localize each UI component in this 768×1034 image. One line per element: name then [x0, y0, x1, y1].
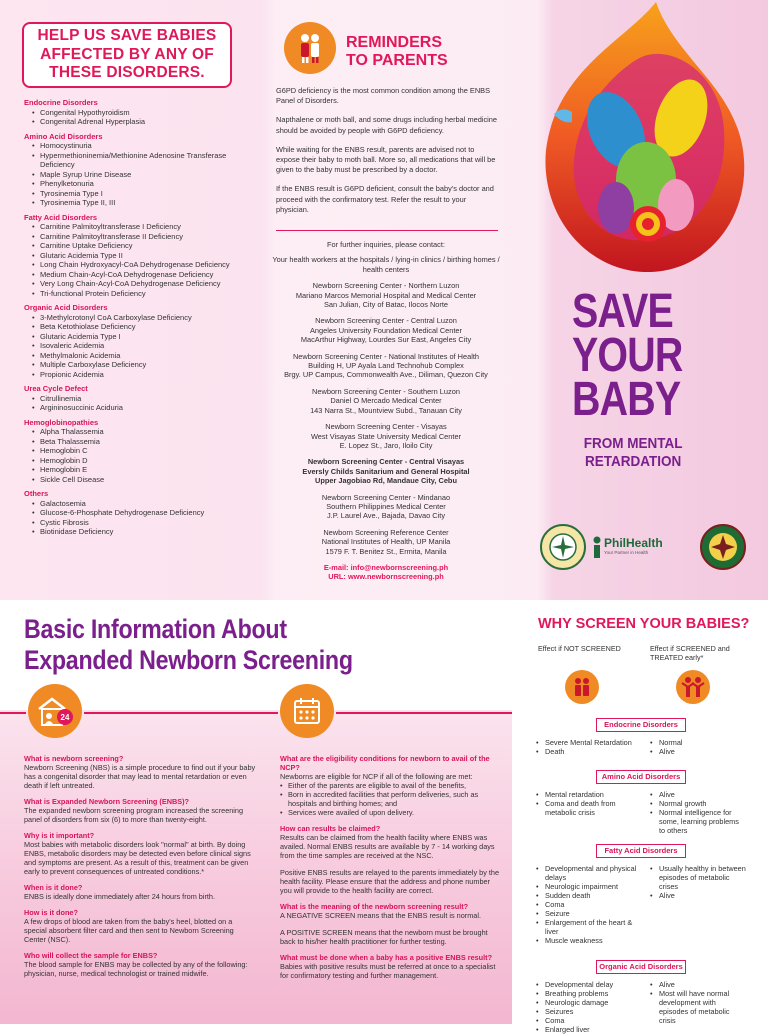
col-header-not-screened: Effect if NOT SCREENED — [538, 644, 621, 653]
disorder-item: • Tri-functional Protein Deficiency — [32, 289, 254, 299]
effect-item: • Seizures — [536, 1007, 640, 1016]
col-header-screened: Effect if SCREENED and TREATED early* — [650, 644, 730, 662]
faq-answer: The blood sample for ENBS may be collected by any of the following: physician, nurse, medical technologist or trained midwife. — [24, 960, 248, 978]
disorder-item: • Beta Ketothiolase Deficiency — [32, 322, 254, 332]
doh-seal-icon — [540, 524, 586, 570]
disorder-item: • Medium Chain-Acyl-CoA Dehydrogenase Deficiency — [32, 270, 254, 280]
divider — [0, 712, 26, 714]
divider — [336, 712, 512, 714]
effect-item: • Most will have normal development with episodes of metabolic crisis — [650, 989, 746, 1025]
title-baby: BABY — [572, 373, 681, 426]
disorder-item: • Hemoglobin D — [32, 456, 254, 466]
effect-item: • Coma — [536, 900, 640, 909]
badge-24: 24 — [60, 713, 70, 722]
faq-answer: Babies with positive results must be referred at once to a specialist for confirmatory testing and further management. — [280, 962, 496, 980]
contact-block: Newborn Screening Center - Visayas West Visayas State University Medical Center E. Lopez St., Jaro, Iloilo City — [310, 422, 462, 450]
faq-bullet: • Services were availed of upon delivery. — [280, 808, 502, 817]
faq-question: How is it done? — [24, 908, 78, 917]
faq-question: What are the eligibility conditions for newborn to avail of the NCP? — [280, 754, 490, 772]
sad-children-icon — [565, 670, 599, 704]
subtitle-line-2: RETARDATION — [584, 453, 682, 470]
disorder-category: Urea Cycle Defect — [24, 384, 88, 393]
effect-item: • Seizure — [536, 909, 640, 918]
faq-answer: Results can be claimed from the health facility where ENBS was availed. Normal ENBS results are available by 7 - 14 working days from the time samples are received at the NSC. — [280, 833, 495, 860]
contact-block: Newborn Screening Center - National Institutes of Health Building H, UP Ayala Land Technohub Complex Brgy. UP Campus, Commonwealth Ave., Diliman, Quezon City — [284, 351, 488, 380]
faq-column-middle — [280, 754, 502, 980]
disorder-tag: Amino Acid Disorders — [596, 770, 686, 784]
brochure-back — [0, 600, 768, 1034]
up-seal-icon — [700, 524, 746, 570]
effects-screened — [650, 738, 746, 756]
contact-list — [268, 240, 504, 582]
disorder-item: • Glucose-6-Phosphate Dehydrogenase Deficiency — [32, 508, 254, 518]
disorder-item: • Methylmalonic Acidemia — [32, 351, 254, 361]
effect-item: • Neurologic impairment — [536, 882, 640, 891]
basic-title-line-1: Basic Information About — [24, 614, 287, 644]
faq-answer: Newborns are eligible for NCP if all of the following are met: — [280, 772, 473, 781]
effect-item: • Developmental delay — [536, 980, 640, 989]
divider — [276, 230, 498, 231]
faq-answer: Most babies with metabolic disorders look "normal" at birth. By doing ENBS, metabolic disorders may be detected even before clinical signs and symptoms are present. As a result of this, treatment can be given early to prevent consequences of untreated conditions.* — [24, 840, 251, 876]
disorder-item: • Citrullinemia — [32, 394, 254, 404]
contact-block: Newborn Screening Reference Center National Institutes of Health, UP Manila 1579 F. T. Benitez St., Ermita, Manila — [321, 527, 451, 556]
reminder-paragraph: Napthalene or moth ball, and some drugs including herbal medicine should be avoided by people with G6PD deficiency. — [276, 115, 498, 135]
faq-answer: The expanded newborn screening program increased the screening panel of disorders from six (6) to more than twenty-eight. — [24, 806, 244, 824]
reminder-paragraph: While waiting for the ENBS result, parents are advised not to expose their baby to moth ball. More so, all medications that will be given to the baby must be prescribed by a doctor. — [276, 144, 496, 175]
basic-info-title — [24, 614, 353, 676]
contact-email-link[interactable]: E-mail: info@newbornscreening.ph — [323, 562, 449, 572]
effect-item: • Enlarged liver — [536, 1025, 640, 1034]
effect-item: • Alive — [650, 747, 746, 756]
effects-not-screened — [536, 738, 640, 756]
disorder-item: • Tyrosinemia Type I — [32, 189, 254, 199]
faq-question: What must be done when a baby has a positive ENBS result? — [280, 953, 493, 962]
effects-screened — [650, 980, 746, 1025]
contact-block: Newborn Screening Center - Mindanao Southern Philippines Medical Center J.P. Laurel Ave., Bajada, Davao City — [321, 492, 451, 521]
philhealth-tagline: Your Partner in Health — [604, 550, 649, 555]
contact-intro: For further inquiries, please contact: — [327, 240, 445, 249]
contact-block: Newborn Screening Center - Southern Luzon Daniel O Mercado Medical Center 143 Narra St., Mountview Subd., Tanauan City — [310, 386, 462, 415]
effect-item: • Usually healthy in between episodes of metabolic crises — [650, 864, 746, 891]
disorder-item: • Phenylketonuria — [32, 179, 254, 189]
faq-answer: A POSITIVE SCREEN means that the newborn must be brought back to his/her health practitioner for further testing. — [280, 928, 488, 946]
disorder-list — [24, 98, 254, 537]
contact-block: Newborn Screening Center - Central Luzon Angeles University Foundation Medical Center MacArthur Highway, Lourdes Sur East, Angeles City — [300, 316, 472, 345]
happy-children-icon — [676, 670, 710, 704]
disorder-category: Endocrine Disorders — [24, 98, 98, 107]
effect-item: • Enlargement of the heart & liver — [536, 918, 640, 936]
reminders-body — [276, 86, 498, 224]
disorder-item: • Glutaric Acidemia Type II — [32, 251, 254, 261]
family-icon — [292, 30, 328, 66]
disorder-item: • Congenital Hypothyroidism — [32, 108, 254, 118]
faq-question: What is the meaning of the newborn screening result? — [280, 902, 469, 911]
disorder-item: • Cystic Fibrosis — [32, 518, 254, 528]
baby-clock-icon — [28, 684, 82, 738]
disorder-category: Fatty Acid Disorders — [24, 212, 98, 222]
disorder-item: • Tyrosinemia Type II, III — [32, 198, 254, 208]
faq-answer: ENBS is ideally done immediately after 24 hours from birth. — [24, 892, 216, 901]
effect-item: • Breathing problems — [536, 989, 640, 998]
help-line-3: THESE DISORDERS. — [49, 64, 205, 81]
parents-icon — [284, 22, 336, 74]
contact-block: Your health workers at the hospitals / lying-in clinics / birthing homes / health centers — [272, 255, 500, 274]
faq-question: When is it done? — [24, 883, 83, 892]
disorder-item: • Hemoglobin C — [32, 446, 254, 456]
faq-bullet: • Born in accredited facilities that perform deliveries, such as hospitals and birthing homes; and — [280, 790, 502, 808]
disorder-item: • Very Long Chain-Acyl-CoA Dehydrogenase Deficiency — [32, 279, 254, 289]
disorder-items — [32, 108, 254, 127]
effect-item: • Normal — [650, 738, 746, 747]
disorder-items — [32, 313, 254, 380]
disorder-category: Amino Acid Disorders — [24, 131, 103, 141]
disorder-item: • Congenital Adrenal Hyperplasia — [32, 117, 254, 127]
faq-answer: A few drops of blood are taken from the baby's heel, blotted on a special absorbent filter card and then sent to Newborn Screening Center (NSC). — [24, 917, 234, 944]
faq-column-left — [24, 754, 256, 978]
basic-title-line-2: Expanded Newborn Screening — [24, 645, 353, 675]
effect-item: • Alive — [650, 980, 746, 989]
cover-artwork — [516, 0, 768, 285]
effects-screened — [650, 864, 746, 900]
effect-item: • Coma and death from metabolic crisis — [536, 799, 640, 817]
faq-answer: Newborn Screening (NBS) is a simple procedure to find out if your baby has a congenital disorder that may lead to mental retardation or even death if left untreated. — [24, 763, 256, 790]
disorder-item: • Propionic Acidemia — [32, 370, 254, 380]
disorder-item: • Biotinidase Deficiency — [32, 527, 254, 537]
effect-item: • Neurologic damage — [536, 998, 640, 1007]
disorder-item: • Glutaric Acidemia Type I — [32, 332, 254, 342]
disorder-tag: Endocrine Disorders — [596, 718, 686, 732]
disorder-tag: Fatty Acid Disorders — [596, 844, 686, 858]
disorder-tag: Organic Acid Disorders — [596, 960, 686, 974]
disorder-item: • Sickle Cell Disease — [32, 475, 254, 485]
philhealth-logo — [604, 536, 663, 555]
effect-item: • Death — [536, 747, 640, 756]
disorder-category: Organic Acid Disorders — [24, 303, 108, 312]
contact-block: Newborn Screening Center - Central Visayas Eversly Childs Sanitarium and General Hospital Upper Jagobiao Rd, Mandaue City, Cebu — [302, 457, 470, 486]
effect-item: • Normal intelligence for some, learning problems to others — [650, 808, 746, 835]
reminders-title-line-2: TO PARENTS — [346, 52, 448, 69]
disorder-item: • 3-Methylcrotonyl CoA Carboxylase Deficiency — [32, 313, 254, 323]
effect-item: • Normal growth — [650, 799, 746, 808]
help-line-2: AFFECTED BY ANY OF — [40, 45, 214, 63]
faq-question: Who will collect the sample for ENBS? — [24, 951, 158, 960]
disorder-items — [32, 222, 254, 298]
effect-item: • Alive — [650, 891, 746, 900]
sponsor-logos — [540, 524, 750, 574]
disorder-items — [32, 394, 254, 413]
effects-not-screened — [536, 980, 640, 1034]
subtitle-line-1: FROM MENTAL — [583, 435, 683, 452]
disorder-items — [32, 141, 254, 208]
disorder-item: • Maple Syrup Urine Disease — [32, 170, 254, 180]
faq-bullet: • Either of the parents are eligible to avail of the benefits, — [280, 781, 502, 790]
faq-answer: Positive ENBS results are relayed to the parents immediately by the health facility. Please ensure that the address and phone number you will provide to the health facility are correct. — [280, 868, 500, 895]
reminder-paragraph: If the ENBS result is G6PD deficient, consult the baby's doctor and proceed with the confirmatory test. Refer the result to your physician. — [276, 184, 494, 214]
effect-item: • Severe Mental Retardation — [536, 738, 640, 747]
disorder-item: • Galactosemia — [32, 499, 254, 509]
reminders-title — [346, 34, 448, 70]
disorder-item: • Homocystinuria — [32, 141, 254, 151]
contact-block: Newborn Screening Center - Northern Luzon Mariano Marcos Memorial Hospital and Medical Center San Julian, City of Batac, Ilocos Norte — [295, 281, 477, 310]
disorder-item: • Isovaleric Acidemia — [32, 341, 254, 351]
philhealth-name: PhilHealth — [604, 536, 663, 550]
faq-question: Why is it important? — [24, 831, 95, 840]
contact-url-link[interactable]: URL: www.newbornscreening.ph — [328, 572, 444, 582]
effect-item: • Developmental and physical delays — [536, 864, 640, 882]
reminders-title-line-1: REMINDERS — [346, 34, 443, 51]
philhealth-logo-icon — [590, 536, 604, 558]
calendar-icon — [280, 684, 334, 738]
effect-item: • Alive — [650, 790, 746, 799]
reminder-paragraph: G6PD deficiency is the most common condition among the ENBS Panel of Disorders. — [276, 86, 491, 106]
help-line-1: HELP US SAVE BABIES — [37, 27, 217, 44]
effect-item: • Muscle weakness — [536, 936, 640, 945]
disorder-item: • Hypermethioninemia/Methionine Adenosine Transferase Deficiency — [32, 151, 254, 170]
save-your-baby-title — [572, 285, 683, 426]
disorder-item: • Hemoglobin E — [32, 465, 254, 475]
disorder-item: • Carnitine Uptake Deficiency — [32, 241, 254, 251]
faq-question: What is Expanded Newborn Screening (ENBS)? — [24, 797, 190, 806]
disorder-item: • Carnitine Palmitoyltransferase II Deficiency — [32, 232, 254, 242]
effect-item: • Sudden death — [536, 891, 640, 900]
disorder-item: • Alpha Thalassemia — [32, 427, 254, 437]
disorder-category: Others — [24, 489, 49, 498]
faq-bullets — [280, 781, 502, 817]
disorder-items — [32, 499, 254, 537]
help-banner — [22, 22, 232, 88]
effects-not-screened — [536, 864, 640, 945]
disorder-item: • Argininosuccinic Aciduria — [32, 403, 254, 413]
faq-question: How can results be claimed? — [280, 824, 381, 833]
disorder-items — [32, 427, 254, 484]
effect-item: • Coma — [536, 1016, 640, 1025]
disorder-item: • Beta Thalassemia — [32, 437, 254, 447]
cover-subtitle — [580, 435, 686, 471]
disorder-item: • Multiple Carboxylase Deficiency — [32, 360, 254, 370]
title-your: YOUR — [572, 329, 683, 382]
faq-answer: A NEGATIVE SCREEN means that the ENBS result is normal. — [280, 911, 482, 920]
disorder-item: • Carnitine Palmitoyltransferase I Deficiency — [32, 222, 254, 232]
effect-item: • Mental retardation — [536, 790, 640, 799]
effects-not-screened — [536, 790, 640, 817]
title-save: SAVE — [572, 285, 673, 338]
disorder-item: • Long Chain Hydroxyacyl-CoA Dehydrogenase Deficiency — [32, 260, 254, 270]
divider — [84, 712, 278, 714]
why-screen-title: WHY SCREEN YOUR BABIES? — [538, 616, 750, 632]
effects-screened — [650, 790, 746, 835]
disorder-category: Hemoglobinopathies — [24, 417, 99, 427]
faq-question: What is newborn screening? — [24, 754, 124, 763]
